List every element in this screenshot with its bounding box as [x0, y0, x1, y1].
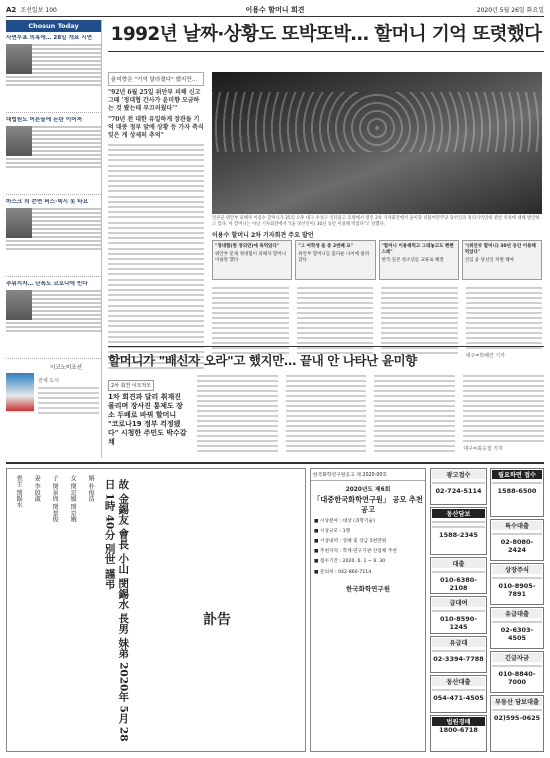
today-item-title: 추워지자… 난폭도 코로나에 빈다 [6, 281, 88, 287]
notice-org: 한국화학연구원 [346, 584, 390, 593]
today-item-title: 사면투표 의혹에… 28일 개표 시연 [6, 35, 93, 41]
notice-title: 「대중한국화학연구원」 공모 추천 공고 [313, 495, 423, 514]
lead-box-label: 윤미향은 "기억 달라졌다" 했지만… [108, 72, 204, 86]
book-sub: 전체 도서 [38, 378, 59, 384]
article-body [212, 284, 542, 360]
classified-ad[interactable]: 대출 010-6380-2108 [430, 557, 487, 594]
timeline-item: "정대협(현 정의연)에 욕먹었다" 위안부 문제 정대협이 피해자 할머니 이용만 했다 [212, 240, 292, 280]
classified-ad[interactable]: 유급대 02-3394-7788 [430, 636, 487, 673]
classified-ad[interactable]: 유급대출 02-6303-4505 [490, 607, 544, 649]
lead-column [108, 72, 204, 372]
classified-ad[interactable]: 광고접수 02-724-5114 [430, 468, 487, 505]
book-promo[interactable] [6, 363, 101, 425]
photo-caption: 일본군 위안부 피해자 이용수 할머니가 25일 오후 대구 수성구 인터불고 호텔에서 열린 2차 기자회견에서 윤미향 더불어민주당 당선인과 정의기억연대 관련 의혹에 대해 발언하고 있다. 이 할머니는 이날 기자회견에서 "(윤 당선인이) 30년 동안 이용해 먹었다"고 말했다. [212, 216, 540, 227]
classified-ad[interactable]: 긴급자금 010-8840-7000 [490, 651, 544, 693]
today-item-photo [6, 208, 32, 238]
lead-quote-2: "70년 전 대한 유일하게 장관들 기억 대중 정부 앞에 상황 등 가자 측식 잊은 게 상세히 추억" [108, 116, 204, 140]
timeline-item: "할머니 이용해먹고 그래놓고도 뻔뻔스레" 한국·일본 청소년들 교류로 해결 [379, 240, 459, 280]
page-header [6, 3, 544, 17]
classified-ad[interactable]: 필요하면 접수 1588-6500 [490, 468, 544, 517]
today-item-photo [6, 44, 32, 74]
today-item-title: 대법원도 어른들에 논란 이어져 [6, 117, 83, 123]
byline: 대구=최승철 기자 [463, 446, 503, 452]
chosun-today-title: Chosun Today [6, 20, 101, 32]
second-kicker: 1차 회견과 달리 취재진 몰리며 장사진 통제도 장소 두배로 바꿔 할머니 "코로나19 정부 걱정됐다" 시청한 주민도 박수갈채 [108, 393, 187, 447]
obituary-text: 故 金錫友 會長 小山 閔錫水 長男 妹弟 2020年 5月 28日 1時 40分 別世 謹弔 [103, 479, 130, 742]
classified-ad[interactable]: 부동산 담보대출 02)595-0625 [490, 695, 544, 752]
classified-column-2 [490, 468, 544, 752]
timeline-item: "(위안부 할머니) 30년 동안 이용해 먹었다" 신임 윤 당선인 처벌 해야 [462, 240, 542, 280]
timeline-item: "그 여학생 몫 중 2번째 요" 위안부 할머니들 꽃다운 나이에 팔려갔다 [295, 240, 375, 280]
obituary-label: 訃告 [203, 612, 231, 628]
section-title: 이용수 할머니 회견 [245, 5, 305, 14]
notice-heading: 2020년도 제6회 [345, 487, 391, 493]
lead-quote-1: "92년 6월 25일 위안부 피해 신고 그때 '정대협 간사가 윤미향 모금하는 것 봤는데 부끄러웠다'" [108, 89, 201, 113]
classified-ad[interactable]: 동산담보 1588-2345 [430, 507, 487, 554]
second-headline: 할머니가 "배신자 오라"고 했지만… 끝내 안 나타난 윤미향 [108, 353, 417, 368]
paper-name: 조선일보 100 [20, 7, 57, 14]
classified-ad[interactable]: 법원경매 1800-6718 [430, 715, 487, 752]
press-conference-photo [212, 72, 542, 214]
page-number: A2 [6, 5, 17, 14]
today-item-photo [6, 290, 32, 320]
obituary-notice: 喪主 閔錫水 妻 李殷淑 子 閔景周 閔景俊 女 閔京媛 閔京娥 婿 朴俊浩 故 金錫友 會長 小山 閔錫水 長男 妹弟 2020年 5月 28日 1時 40分 別世 謹弔 訃告 [6, 468, 306, 752]
lead-body-text [108, 144, 204, 369]
main-headline: 1992년 날짜·상황도 또박또박… 할머니 기억 또렷했다 [110, 24, 542, 45]
statements-timeline [212, 240, 542, 280]
classified-ad[interactable]: 상장주식 010-8905-7891 [490, 563, 544, 605]
classified-column-1 [430, 468, 487, 752]
timeline-title: 이용수 할머니 2차 기자회견 주요 발언 [212, 232, 314, 239]
classified-ad[interactable]: 급대여 010-8590-1245 [430, 596, 487, 633]
issue-date: 2020년 5월 26일 화요일 [476, 7, 544, 14]
today-item[interactable] [6, 35, 101, 113]
book-cover-image [6, 373, 34, 411]
public-notice: 한국화학연구원공고 제 2020-00호 2020년도 제6회 「대중한국화학연구원」 공모 추천 공고 ■ 시상분야 : 대상 (과학기술) ■ 시상규모 : 1명 ■ 시상내역 : 상패 및 상금 5천만원 ■ 추천자격 : 학계·연구기관·산업체 추천 ■ 접수기간 : 2020. 6. 1 ~ 6. 30 ■ 문의처 : 042-860-7114 한국화학연구원 [310, 468, 426, 752]
today-item-title: 마스크 의 쓴면 버스·택시 못 타요 [6, 199, 89, 205]
today-item[interactable] [6, 281, 101, 359]
classified-ad[interactable]: 동산대출 054-471-4505 [430, 675, 487, 712]
classified-ad[interactable]: 특수대출 02-8080-2424 [490, 519, 544, 561]
second-article [108, 372, 544, 456]
book-title: 이코노미조선 [50, 365, 82, 371]
section-badge: 2차 회견 이모저모 [108, 380, 154, 391]
chosun-today-sidebar [6, 20, 102, 458]
today-item[interactable] [6, 117, 101, 195]
today-item[interactable] [6, 199, 101, 277]
today-item-photo [6, 126, 32, 156]
byline: 대구=박혜린 기자 [465, 353, 506, 359]
advertisement-section [6, 462, 544, 754]
